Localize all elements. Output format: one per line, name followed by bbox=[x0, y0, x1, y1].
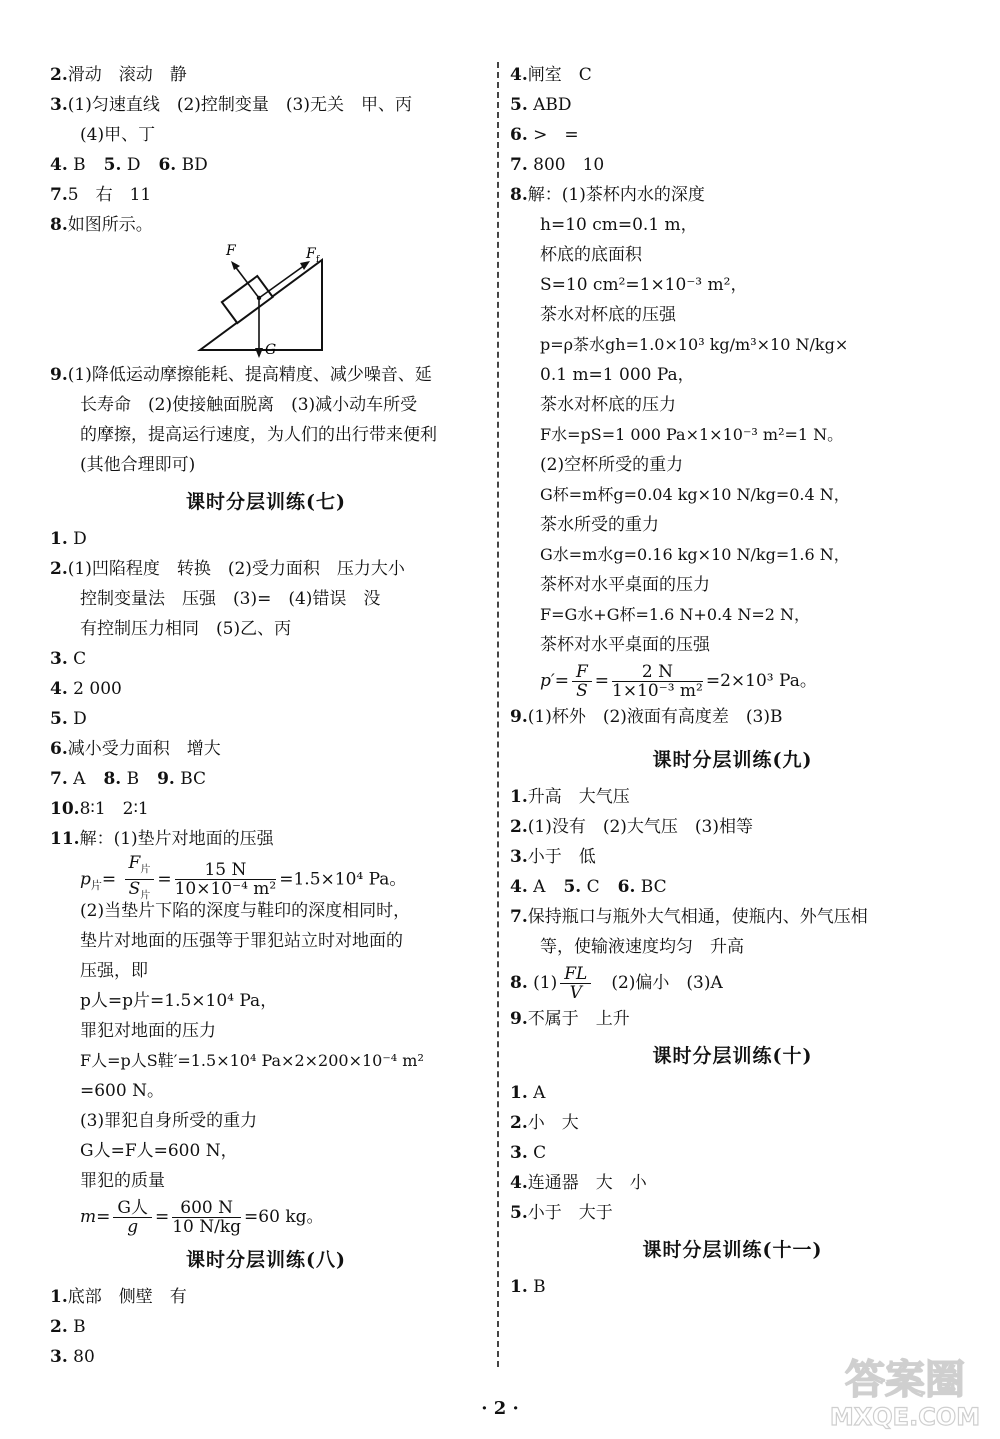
fraction: $\frac{2 N}{\text{1×10⁻³ m²}}$ bbox=[612, 662, 703, 701]
answer-line: 6.减小受力面积 增大 bbox=[50, 739, 221, 759]
answer-line: 7. A 8. B 9. BC bbox=[50, 769, 207, 789]
answer-line: 9.(1)杯外 (2)液面有高度差 (3)B bbox=[510, 707, 783, 727]
answer-line: 5. ABD bbox=[510, 95, 572, 115]
answer-line: 压强，即 bbox=[80, 961, 148, 981]
answer-line: p人=p片=1.5×10⁴ Pa， bbox=[80, 991, 278, 1011]
answer-line: 垫片对地面的压强等于罪犯站立时对地面的 bbox=[80, 931, 403, 951]
answer-line: 4. B 5. D 6. BD bbox=[50, 155, 208, 175]
answer-line: S=10 cm²=1×10⁻³ m²， bbox=[540, 275, 748, 295]
page-number: · 2 · bbox=[481, 1398, 519, 1419]
answer-line: 3.(1)匀速直线 (2)控制变量 (3)无关 甲、丙 bbox=[50, 95, 412, 115]
answer-line: 3. C bbox=[50, 649, 87, 669]
answer-line: 4.连通器 大 小 bbox=[510, 1173, 647, 1193]
incline-figure bbox=[50, 240, 482, 360]
equation-line: m= G人 g = $\frac{600 N}{10 N/kg}$ =60 kg。 bbox=[80, 1198, 324, 1237]
answer-line: (其他合理即可) bbox=[80, 455, 196, 475]
answer-line: (4)甲、丁 bbox=[80, 125, 156, 145]
answer-line: 2. B bbox=[50, 1317, 86, 1337]
answer-line: 1. B bbox=[510, 1277, 546, 1297]
fraction: $\frac{FL}{V}$ bbox=[560, 965, 591, 1002]
answer-line: 8. (1) $\frac{FL}{V}$ (2)偏小 (3)A bbox=[510, 964, 723, 1003]
force-ff-subscript: f bbox=[316, 255, 320, 265]
section-heading: 课时分层训练(十一) bbox=[642, 1239, 823, 1261]
answer-line: 茶杯对水平桌面的压强 bbox=[540, 635, 710, 655]
section-heading: 课时分层训练(十) bbox=[652, 1045, 813, 1067]
fraction: $\frac{600 N}{10 N/kg}$ bbox=[172, 1198, 242, 1237]
answer-line: 茶水对杯底的压力 bbox=[540, 395, 676, 415]
answer-line: G水=m水g=0.16 kg×10 N/kg=1.6 N， bbox=[540, 545, 850, 564]
fraction: G人 g bbox=[113, 1199, 152, 1236]
answer-line: 茶杯对水平桌面的压力 bbox=[540, 575, 710, 595]
answer-line: 5.小于 大于 bbox=[510, 1203, 613, 1223]
answer-line: 2.(1)凹陷程度 转换 (2)受力面积 压力大小 bbox=[50, 559, 405, 579]
answer-line: 4. A 5. C 6. BC bbox=[510, 877, 667, 897]
answer-line: 7.5 右 11 bbox=[50, 185, 152, 205]
answer-line: 5. D bbox=[50, 709, 87, 729]
answer-line: 7.保持瓶口与瓶外大气相通，使瓶内、外气压相 bbox=[510, 907, 868, 927]
fraction: $\frac{15 N}{\text{10×10⁻⁴ m²}}$ bbox=[174, 860, 277, 900]
equation-line: $p_片=$ $F_片$ $S_片$ = $\frac{15 N}{\text{10×10⁻⁴ m²}}$ =1.5×10⁴ Pa。 bbox=[50, 854, 482, 896]
answer-line: 杯底的底面积 bbox=[540, 245, 642, 265]
answer-line: 茶水对杯底的压强 bbox=[540, 305, 676, 325]
answer-line: h=10 cm=0.1 m， bbox=[540, 215, 698, 235]
section-heading: 课时分层训练(九) bbox=[652, 749, 813, 771]
force-g-label: G bbox=[265, 342, 277, 358]
svg-text:MXQE.COM: MXQE.COM bbox=[829, 1403, 981, 1431]
answer-line: 4. 2 000 bbox=[50, 679, 122, 699]
left-column bbox=[50, 60, 482, 1372]
section-heading: 课时分层训练(八) bbox=[186, 1249, 346, 1271]
answer-line: 1.升高 大气压 bbox=[510, 787, 630, 807]
answer-line: 6. > = bbox=[510, 125, 579, 145]
section-heading: 课时分层训练(七) bbox=[186, 491, 346, 513]
answer-line: 罪犯的质量 bbox=[80, 1171, 165, 1191]
answer-line: G杯=m杯g=0.04 kg×10 N/kg=0.4 N， bbox=[540, 485, 850, 504]
answer-line: p=ρ茶水gh=1.0×10³ kg/m³×10 N/kg× bbox=[540, 335, 849, 354]
answer-line: 2.小 大 bbox=[510, 1113, 579, 1133]
watermark-logo bbox=[820, 1345, 990, 1431]
fraction: $\frac{F}{S}$ bbox=[572, 663, 592, 700]
answer-line: 8.如图所示。 bbox=[50, 215, 153, 235]
answer-line: F=G水+G杯=1.6 N+0.4 N=2 N， bbox=[540, 605, 811, 624]
answer-line: G人=F人=600 N， bbox=[80, 1141, 238, 1161]
force-diagram bbox=[50, 240, 482, 360]
answer-line: 9.不属于 上升 bbox=[510, 1009, 630, 1029]
right-column bbox=[510, 60, 955, 1302]
equation-line: p′= $\frac{F}{S}$ = $\frac{2 N}{\text{1×10⁻³ m²}}$ =2×10³ Pa。 bbox=[540, 662, 817, 701]
answer-line: 9.(1)降低运动摩擦能耗、提高精度、减少噪音、延 bbox=[50, 365, 432, 385]
fraction: $F_片$ $S_片$ bbox=[125, 854, 155, 906]
answer-line: F人=p人S鞋′=1.5×10⁴ Pa×2×200×10⁻⁴ m² bbox=[80, 1051, 424, 1070]
answer-line: 罪犯对地面的压力 bbox=[80, 1021, 216, 1041]
answer-line: (2)当垫片下陷的深度与鞋印的深度相同时， bbox=[80, 901, 411, 921]
answer-line: 2.(1)没有 (2)大气压 (3)相等 bbox=[510, 817, 753, 837]
answer-line: 10.8∶1 2∶1 bbox=[50, 799, 149, 819]
answer-line: 4.闸室 C bbox=[510, 65, 592, 85]
answer-line: (3)罪犯自身所受的重力 bbox=[80, 1111, 258, 1131]
answer-line: 3. C bbox=[510, 1143, 547, 1163]
answer-line: 3.小于 低 bbox=[510, 847, 596, 867]
answer-line: 的摩擦，提高运行速度，为人们的出行带来便利 bbox=[80, 425, 437, 445]
answer-line: 1.底部 侧壁 有 bbox=[50, 1287, 187, 1307]
force-f-label: F bbox=[226, 243, 236, 259]
answer-line: =600 N。 bbox=[80, 1081, 164, 1101]
svg-text:答案圈: 答案圈 bbox=[845, 1357, 965, 1403]
answer-line: 8.解：(1)茶杯内水的深度 bbox=[510, 185, 705, 205]
answer-line: 控制变量法 压强 (3)= (4)错误 没 bbox=[80, 589, 381, 609]
answer-line: 有控制压力相同 (5)乙、丙 bbox=[80, 619, 292, 639]
answer-line: 茶水所受的重力 bbox=[540, 515, 659, 535]
answer-line: 11.解：(1)垫片对地面的压强 bbox=[50, 829, 274, 849]
answer-line: 2.滑动 滚动 静 bbox=[50, 65, 187, 85]
answer-line: 等，使输液速度均匀 升高 bbox=[540, 937, 744, 957]
force-ff-label: F bbox=[306, 246, 316, 262]
answer-line: 长寿命 (2)使接触面脱离 (3)减小动车所受 bbox=[80, 395, 418, 415]
answer-line: 1. A bbox=[510, 1083, 546, 1103]
answer-line: 3. 80 bbox=[50, 1347, 95, 1367]
answer-line: F水=pS=1 000 Pa×1×10⁻³ m²=1 N。 bbox=[540, 425, 844, 444]
column-divider bbox=[497, 62, 499, 1367]
answer-line: 0.1 m=1 000 Pa， bbox=[540, 365, 695, 385]
answer-line: (2)空杯所受的重力 bbox=[540, 455, 684, 475]
answer-line: 7. 800 10 bbox=[510, 155, 605, 175]
answer-line: 1. D bbox=[50, 529, 87, 549]
